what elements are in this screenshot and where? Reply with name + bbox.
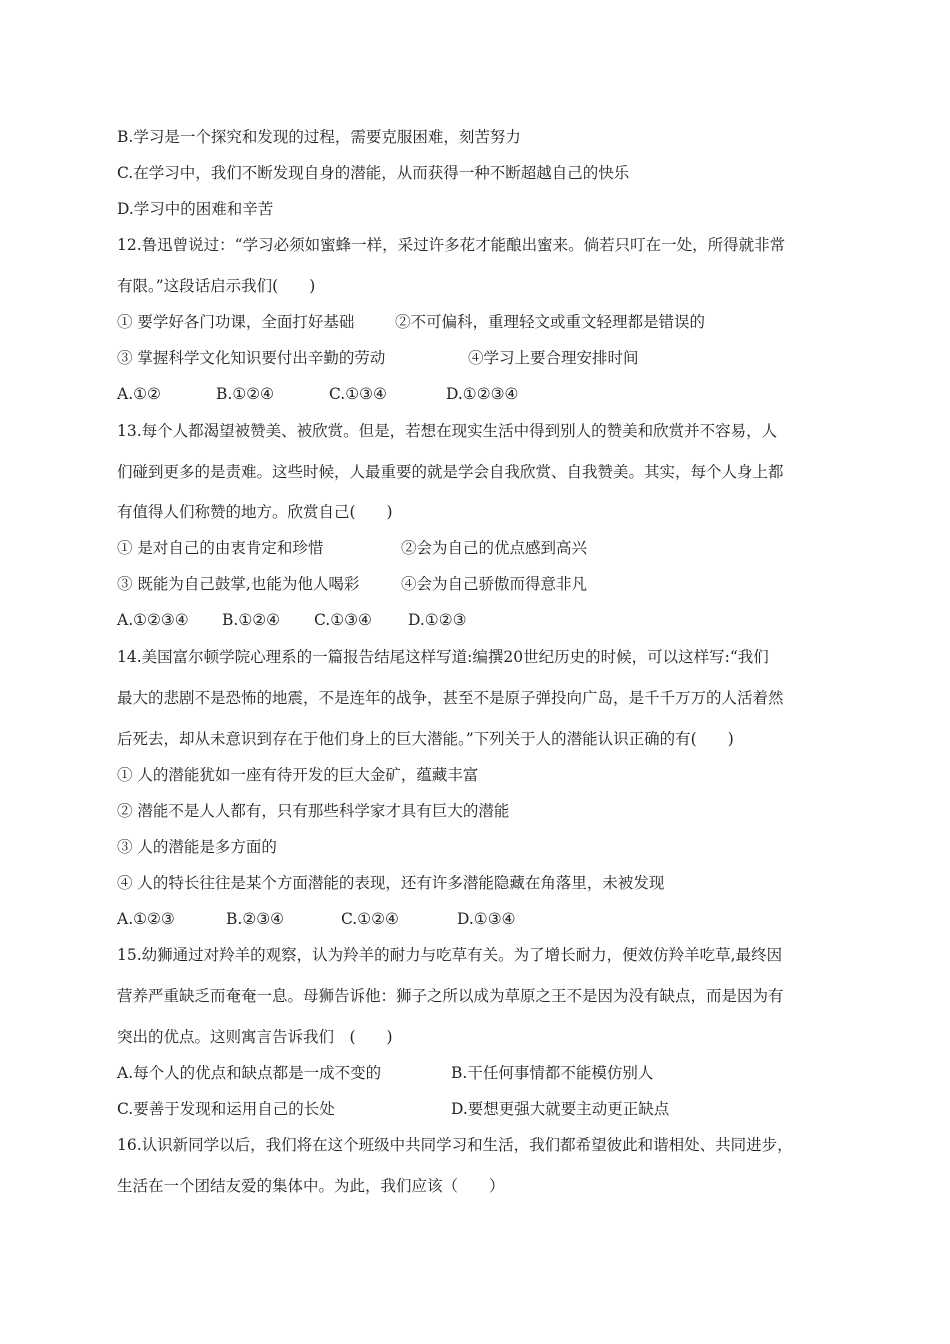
q14-option-b: B.②③④ [226,910,285,928]
q15-stem-line2: 营养严重缺乏而奄奄一息。母狮告诉他：狮子之所以成为草原之王不是因为没有缺点，而是因为有 [117,987,784,1005]
q13-statements-row1 [117,538,587,558]
q14-stem-line2: 最大的悲剧不是恐怖的地震，不是连年的战争，甚至不是原子弹投向广岛，是千千万万的人活着然 [117,689,784,707]
q15-options-row1 [117,1063,653,1083]
q12-statement-2: ②不可偏科，重理轻文或重文轻理都是错误的 [395,313,706,331]
q11-option-b: B.学习是一个探究和发现的过程，需要克服困难，刻苦努力 [117,128,521,146]
q13-statement-2: ②会为自己的优点感到高兴 [401,539,588,557]
q13-stem-line3: 有值得人们称赞的地方。欣赏自己( ) [117,503,393,521]
q15-options-row2 [117,1099,669,1119]
q12-option-c: C.①③④ [329,385,387,403]
q12-option-b: B.①②④ [216,385,275,403]
q12-statement-1: ① 要学好各门功课，全面打好基础 [117,313,355,331]
q12-statements-row2 [117,348,639,368]
q11-option-c: C.在学习中，我们不断发现自身的潜能，从而获得一种不断超越自己的快乐 [117,164,630,182]
q13-option-a: A.①②③④ [117,611,189,629]
q14-options [117,909,516,929]
q13-options [117,610,467,630]
q12-stem-line1: 12.鲁迅曾说过：“学习必须如蜜蜂一样，采过许多花才能酿出蜜来。倘若只叮在一处，所得就非常 [117,236,786,254]
q13-statements-row2 [117,574,587,594]
q15-option-a: A.每个人的优点和缺点都是一成不变的 [117,1064,382,1082]
q15-option-b: B.干任何事情都不能模仿别人 [451,1064,654,1082]
q14-stem-line1: 14.美国富尔顿学院心理系的一篇报告结尾这样写道:编撰20世纪历史的时候，可以这样写:“我们 [117,648,769,666]
q12-statement-3: ③ 掌握科学文化知识要付出辛勤的劳动 [117,349,386,367]
q15-stem-line1: 15.幼狮通过对羚羊的观察，认为羚羊的耐力与吃草有关。为了增长耐力，便效仿羚羊吃草,最终因 [117,946,783,964]
q15-stem-line3: 突出的优点。这则寓言告诉我们 ( ) [117,1028,393,1046]
q12-statements-row1 [117,312,705,332]
q13-option-d: D.①②③ [408,611,467,629]
q15-option-c: C.要善于发现和运用自己的长处 [117,1100,335,1118]
q14-statement-2: ② 潜能不是人人都有，只有那些科学家才具有巨大的潜能 [117,802,510,820]
q13-option-c: C.①③④ [314,611,372,629]
q14-option-d: D.①③④ [457,910,516,928]
q16-stem-line1: 16.认识新同学以后，我们将在这个班级中共同学习和生活，我们都希望彼此和谐相处、共同进步， [117,1136,793,1154]
q14-stem-line3: 后死去，却从未意识到存在于他们身上的巨大潜能。”下列关于人的潜能认识正确的有( ) [117,730,734,748]
q13-stem-line2: 们碰到更多的是责难。这些时候，人最重要的就是学会自我欣赏、自我赞美。其实，每个人身上都 [117,463,784,481]
q12-statement-4: ④学习上要合理安排时间 [468,349,639,367]
q13-statement-1: ① 是对自己的由衷肯定和珍惜 [117,539,324,557]
q13-stem-line1: 13.每个人都渴望被赞美、被欣赏。但是，若想在现实生活中得到别人的赞美和欣赏并不容易，人 [117,422,778,440]
q12-options [117,384,518,404]
q11-option-d: D.学习中的困难和辛苦 [117,200,274,218]
q12-option-a: A.①② [117,385,161,403]
q12-option-d: D.①②③④ [446,385,519,403]
q15-option-d: D.要想更强大就要主动更正缺点 [451,1100,670,1118]
q14-option-c: C.①②④ [341,910,399,928]
q16-stem-line2: 生活在一个团结友爱的集体中。为此，我们应该（ ） [117,1177,505,1195]
q14-statement-4: ④ 人的特长往往是某个方面潜能的表现，还有许多潜能隐藏在角落里，未被发现 [117,874,665,892]
q13-statement-3: ③ 既能为自己鼓掌,也能为他人喝彩 [117,575,360,593]
q14-statement-1: ① 人的潜能犹如一座有待开发的巨大金矿，蕴藏丰富 [117,766,479,784]
q13-option-b: B.①②④ [222,611,281,629]
q14-statement-3: ③ 人的潜能是多方面的 [117,838,277,856]
q13-statement-4: ④会为自己骄傲而得意非凡 [401,575,588,593]
q12-stem-line2: 有限。”这段话启示我们( ) [117,277,316,295]
q14-option-a: A.①②③ [117,910,175,928]
